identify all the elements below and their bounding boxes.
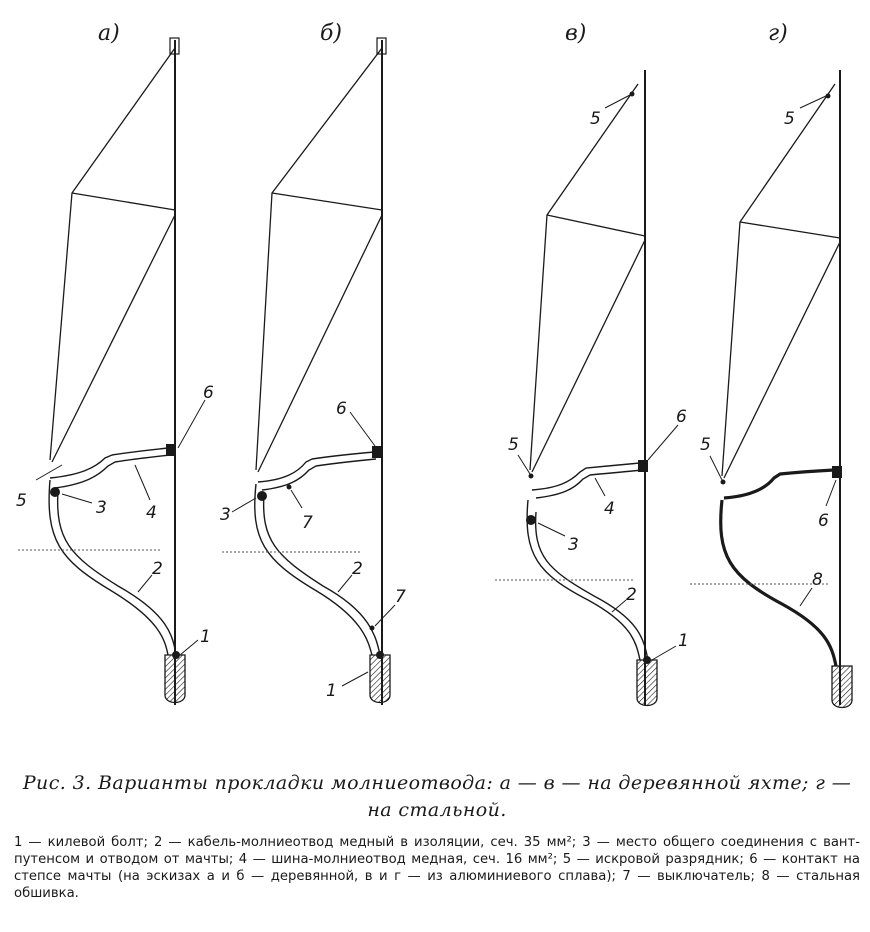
sketch-g-keel — [832, 666, 852, 708]
sketch-a — [16, 21, 214, 705]
sketch-b-step-contact — [372, 446, 382, 458]
sketch-a-busbar — [55, 455, 170, 488]
sketch-b — [220, 21, 406, 705]
sketch-a-callout-6: 6 — [203, 383, 214, 403]
sketch-v-lower-gap — [529, 474, 534, 479]
sketch-b-junction — [257, 491, 267, 501]
sketch-a-label: а) — [98, 21, 120, 46]
sketch-v-callout-4: 4 — [604, 499, 615, 519]
sketch-v-callout-2: 2 — [626, 585, 637, 605]
sketch-v-callout-6: 6 — [676, 407, 687, 427]
sketch-v — [495, 21, 689, 706]
legend-item-1: 1 — килевой болт; — [14, 835, 148, 850]
figure-caption — [14, 770, 860, 902]
sketch-b-switch-deck — [287, 485, 292, 490]
legend-item-5: 5 — искровой разрядник; — [562, 852, 744, 867]
sketch-a-callout-3: 3 — [96, 498, 107, 518]
sketch-v-callout-5-lower: 5 — [508, 435, 519, 455]
sketch-v-keel — [637, 660, 657, 706]
caption-legend — [14, 834, 860, 902]
sketch-a-lower-shroud — [52, 215, 175, 462]
sketch-a-keel-bolt — [172, 651, 180, 659]
sketch-g-callout-8: 8 — [812, 570, 823, 590]
legend-item-7: 7 — выключатель; — [622, 869, 756, 884]
sketch-g-lower-gap — [721, 480, 726, 485]
sketch-g-callout-6: 6 — [818, 511, 829, 531]
sketch-b-callout-1: 1 — [326, 681, 337, 701]
sketch-b-spreader — [272, 193, 382, 210]
sketch-b-upper-shroud — [256, 48, 382, 470]
sketch-g-spreader — [740, 222, 840, 238]
sketch-b-switch-keel — [370, 626, 375, 631]
sketch-a-callout-4: 4 — [146, 503, 157, 523]
sketch-v-lower-shroud — [532, 240, 645, 472]
sketch-b-callout-7-deck: 7 — [302, 513, 313, 533]
sketch-a-deck — [50, 448, 168, 478]
sketch-a-spreader — [72, 193, 175, 210]
sketch-v-spreader — [547, 215, 645, 236]
sketch-g-label: г) — [768, 21, 788, 46]
sketch-v-label: в) — [565, 21, 587, 46]
sketch-g-upper-gap — [826, 94, 831, 99]
sketch-v-upper-gap — [630, 92, 635, 97]
sketch-b-label: б) — [320, 21, 343, 46]
sketch-a-callout-1: 1 — [200, 627, 211, 647]
legend-item-4: 4 — шина-молниеотвод медная, сеч. 16 мм²; — [238, 852, 558, 867]
sketch-g-lower-shroud — [724, 242, 840, 478]
sketch-v-callout-1: 1 — [678, 631, 689, 651]
sketch-v-junction — [526, 515, 536, 525]
sketch-b-busbar — [262, 459, 376, 490]
sketch-b-callout-3: 3 — [220, 505, 231, 525]
legend-item-6: 6 — контакт на степсе мачты (на эскизах а и б — деревянной, в и г — из алюминиевого сплава); — [14, 852, 860, 884]
sketch-b-callout-6: 6 — [336, 399, 347, 419]
sketch-v-callout-5-upper: 5 — [590, 109, 601, 129]
sketch-a-keel — [165, 655, 185, 703]
sketch-a-junction — [50, 487, 60, 497]
sketch-g — [690, 21, 852, 708]
sketch-b-callout-7-keel: 7 — [395, 587, 406, 607]
sketch-g-callout-5-lower: 5 — [700, 435, 711, 455]
legend-item-2: 2 — кабель-молниеотвод медный в изоляции, сеч. 35 мм²; — [153, 835, 577, 850]
sketch-a-step-contact — [166, 444, 176, 456]
sketch-a-callout-2: 2 — [152, 559, 163, 579]
sketch-v-busbar — [536, 470, 642, 498]
sketch-a-callout-5: 5 — [16, 491, 27, 511]
legend-item-8: 8 — стальная обшивка. — [14, 869, 860, 901]
sketch-g-upper-shroud — [722, 84, 835, 476]
sketch-v-upper-shroud — [530, 84, 638, 470]
sketch-b-keel — [370, 655, 390, 703]
sketch-b-lower-shroud — [258, 215, 382, 472]
sketch-b-deck — [258, 452, 374, 482]
sketch-v-step-contact — [638, 460, 648, 472]
sketch-g-callout-5-upper: 5 — [784, 109, 795, 129]
sketch-g-deck — [724, 470, 834, 498]
sketch-v-callout-3: 3 — [568, 535, 579, 555]
sketch-g-step-contact — [832, 466, 842, 478]
caption-title: Рис. 3. Варианты прокладки молниеотвода: а — в — на деревянной яхте; г — на стальной. — [22, 772, 852, 821]
sketch-b-callout-2: 2 — [352, 559, 363, 579]
legend-item-3: 3 — место общего соединения с вант-путенсом и отводом от мачты; — [14, 835, 860, 867]
